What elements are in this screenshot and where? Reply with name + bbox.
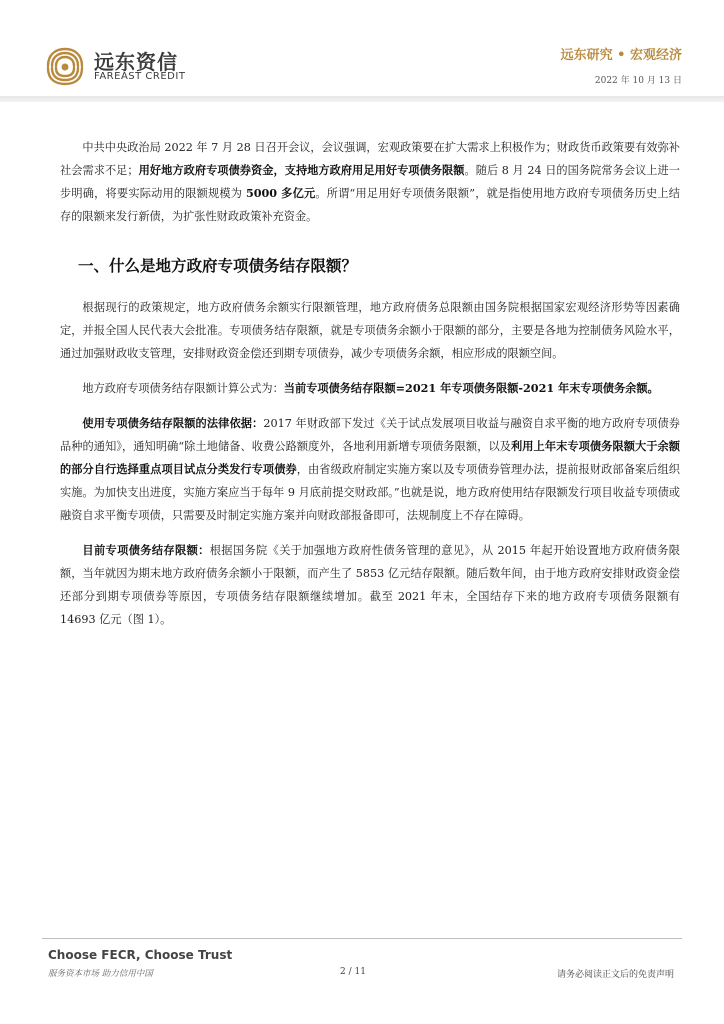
emphasis-text: 用好地方政府专项债券资金，支持地方政府用足用好专项债务限额 bbox=[138, 163, 465, 177]
current-limit-paragraph bbox=[60, 539, 680, 631]
emphasis-text: 当前专项债务结存限额=2021 年专项债务限额-2021 年末专项债务余额。 bbox=[283, 381, 659, 395]
footer-slogan-english: Choose FECR, Choose Trust bbox=[48, 948, 233, 962]
logo-english-name: FAREAST CREDIT bbox=[94, 71, 186, 82]
definition-paragraph bbox=[60, 296, 680, 365]
fareast-credit-emblem-icon bbox=[42, 44, 88, 88]
emphasis-text: 利用上年末专项债务限额大于余额的部分自行选择重点项目试点分类发行专项债券 bbox=[60, 439, 680, 476]
header-divider bbox=[0, 96, 724, 102]
body-text: 中共中央政治局 2022 年 7 月 28 日召开会议，会议强调，宏观政策要在扩大需求上积极作为；财政货币政策要有效弥补社会需求不足； bbox=[60, 141, 680, 177]
report-series: 远东研究 • 宏观经济 bbox=[560, 48, 682, 63]
body-text: 地方政府专项债务结存限额计算公式为： bbox=[82, 382, 284, 395]
footer-divider bbox=[42, 938, 682, 939]
fareast-credit-logo bbox=[42, 44, 217, 88]
disclaimer-link[interactable]: 请务必阅读正文后的免责声明 bbox=[556, 970, 674, 980]
emphasis-text: 目前专项债务结存限额： bbox=[82, 543, 210, 557]
section-heading-1: 一、什么是地方政府专项债务结存限额？ bbox=[78, 257, 358, 275]
page-header bbox=[0, 0, 724, 102]
emphasis-text: 使用专项债务结存限额的法律依据： bbox=[82, 416, 264, 430]
body-text: 根据现行的政策规定，地方政府债务余额实行限额管理，地方政府债务总限额由国务院根据国家宏观经济形势等因素确定，并报全国人民代表大会批准。专项债务结存限额，就是专项债务余额小于限额的部分，主要是各地为控制债务风险水平，通过加强财政收支管理，安排财政资金偿还到期专项债券，减少专项债务余额，相应形成的限额空间。 bbox=[60, 301, 680, 360]
document-body bbox=[60, 136, 680, 643]
emphasis-text: 5000 多亿元 bbox=[245, 186, 316, 200]
body-text: 。所谓“用足用好专项债务限额”，就是指使用地方政府专项债务历史上结存的限额来发行新债，为扩张性财政政策补充资金。 bbox=[60, 187, 680, 223]
body-text: 2017 年财政部下发过《关于试点发展项目收益与融资自求平衡的地方政府专项债券品种的通知》，通知明确“除土地储备、收费公路额度外，各地利用新增专项债务限额，以及 bbox=[60, 417, 680, 453]
header-meta bbox=[561, 44, 682, 86]
logo-chinese-name: 远东资信 bbox=[94, 50, 178, 74]
intro-paragraph bbox=[60, 136, 680, 228]
body-text: ，由省级政府制定实施方案以及专项债券管理办法，提前报财政部备案后组织实施。为加快支出进度，实施方案应当于每年 9 月底前提交财政部。”也就是说，地方政府使用结存限额发行项目收益专项债或融资自求平衡专项债，只需要及时制定实施方案并向财政部报备即可，法规制度上不存在障碍。 bbox=[60, 463, 680, 522]
body-text: 根据国务院《关于加强地方政府性债务管理的意见》，从 2015 年起开始设置地方政府债务限额，当年就因为期末地方政府债务余额小于限额，而产生了 5853 亿元结存限额。随后数年间，由于地方政府安排财政资金偿还部分到期专项债券等原因，专项债务结存限额继续增加。截至 2021 年末，全国结存下来的地方政府专项债务限额有 14693 亿元（图 1）。 bbox=[60, 544, 680, 626]
formula-paragraph bbox=[60, 377, 680, 400]
page-number: 2 / 11 bbox=[340, 967, 366, 977]
footer-slogan-chinese: 服务资本市场 助力信用中国 bbox=[48, 969, 153, 979]
report-date: 2022 年 10 月 13 日 bbox=[594, 76, 682, 86]
page-footer bbox=[0, 938, 724, 1024]
body-text: 。随后 8 月 24 日的国务院常务会议上进一步明确，将要实际动用的限额规模为 bbox=[60, 164, 680, 200]
legal-basis-paragraph bbox=[60, 412, 680, 527]
